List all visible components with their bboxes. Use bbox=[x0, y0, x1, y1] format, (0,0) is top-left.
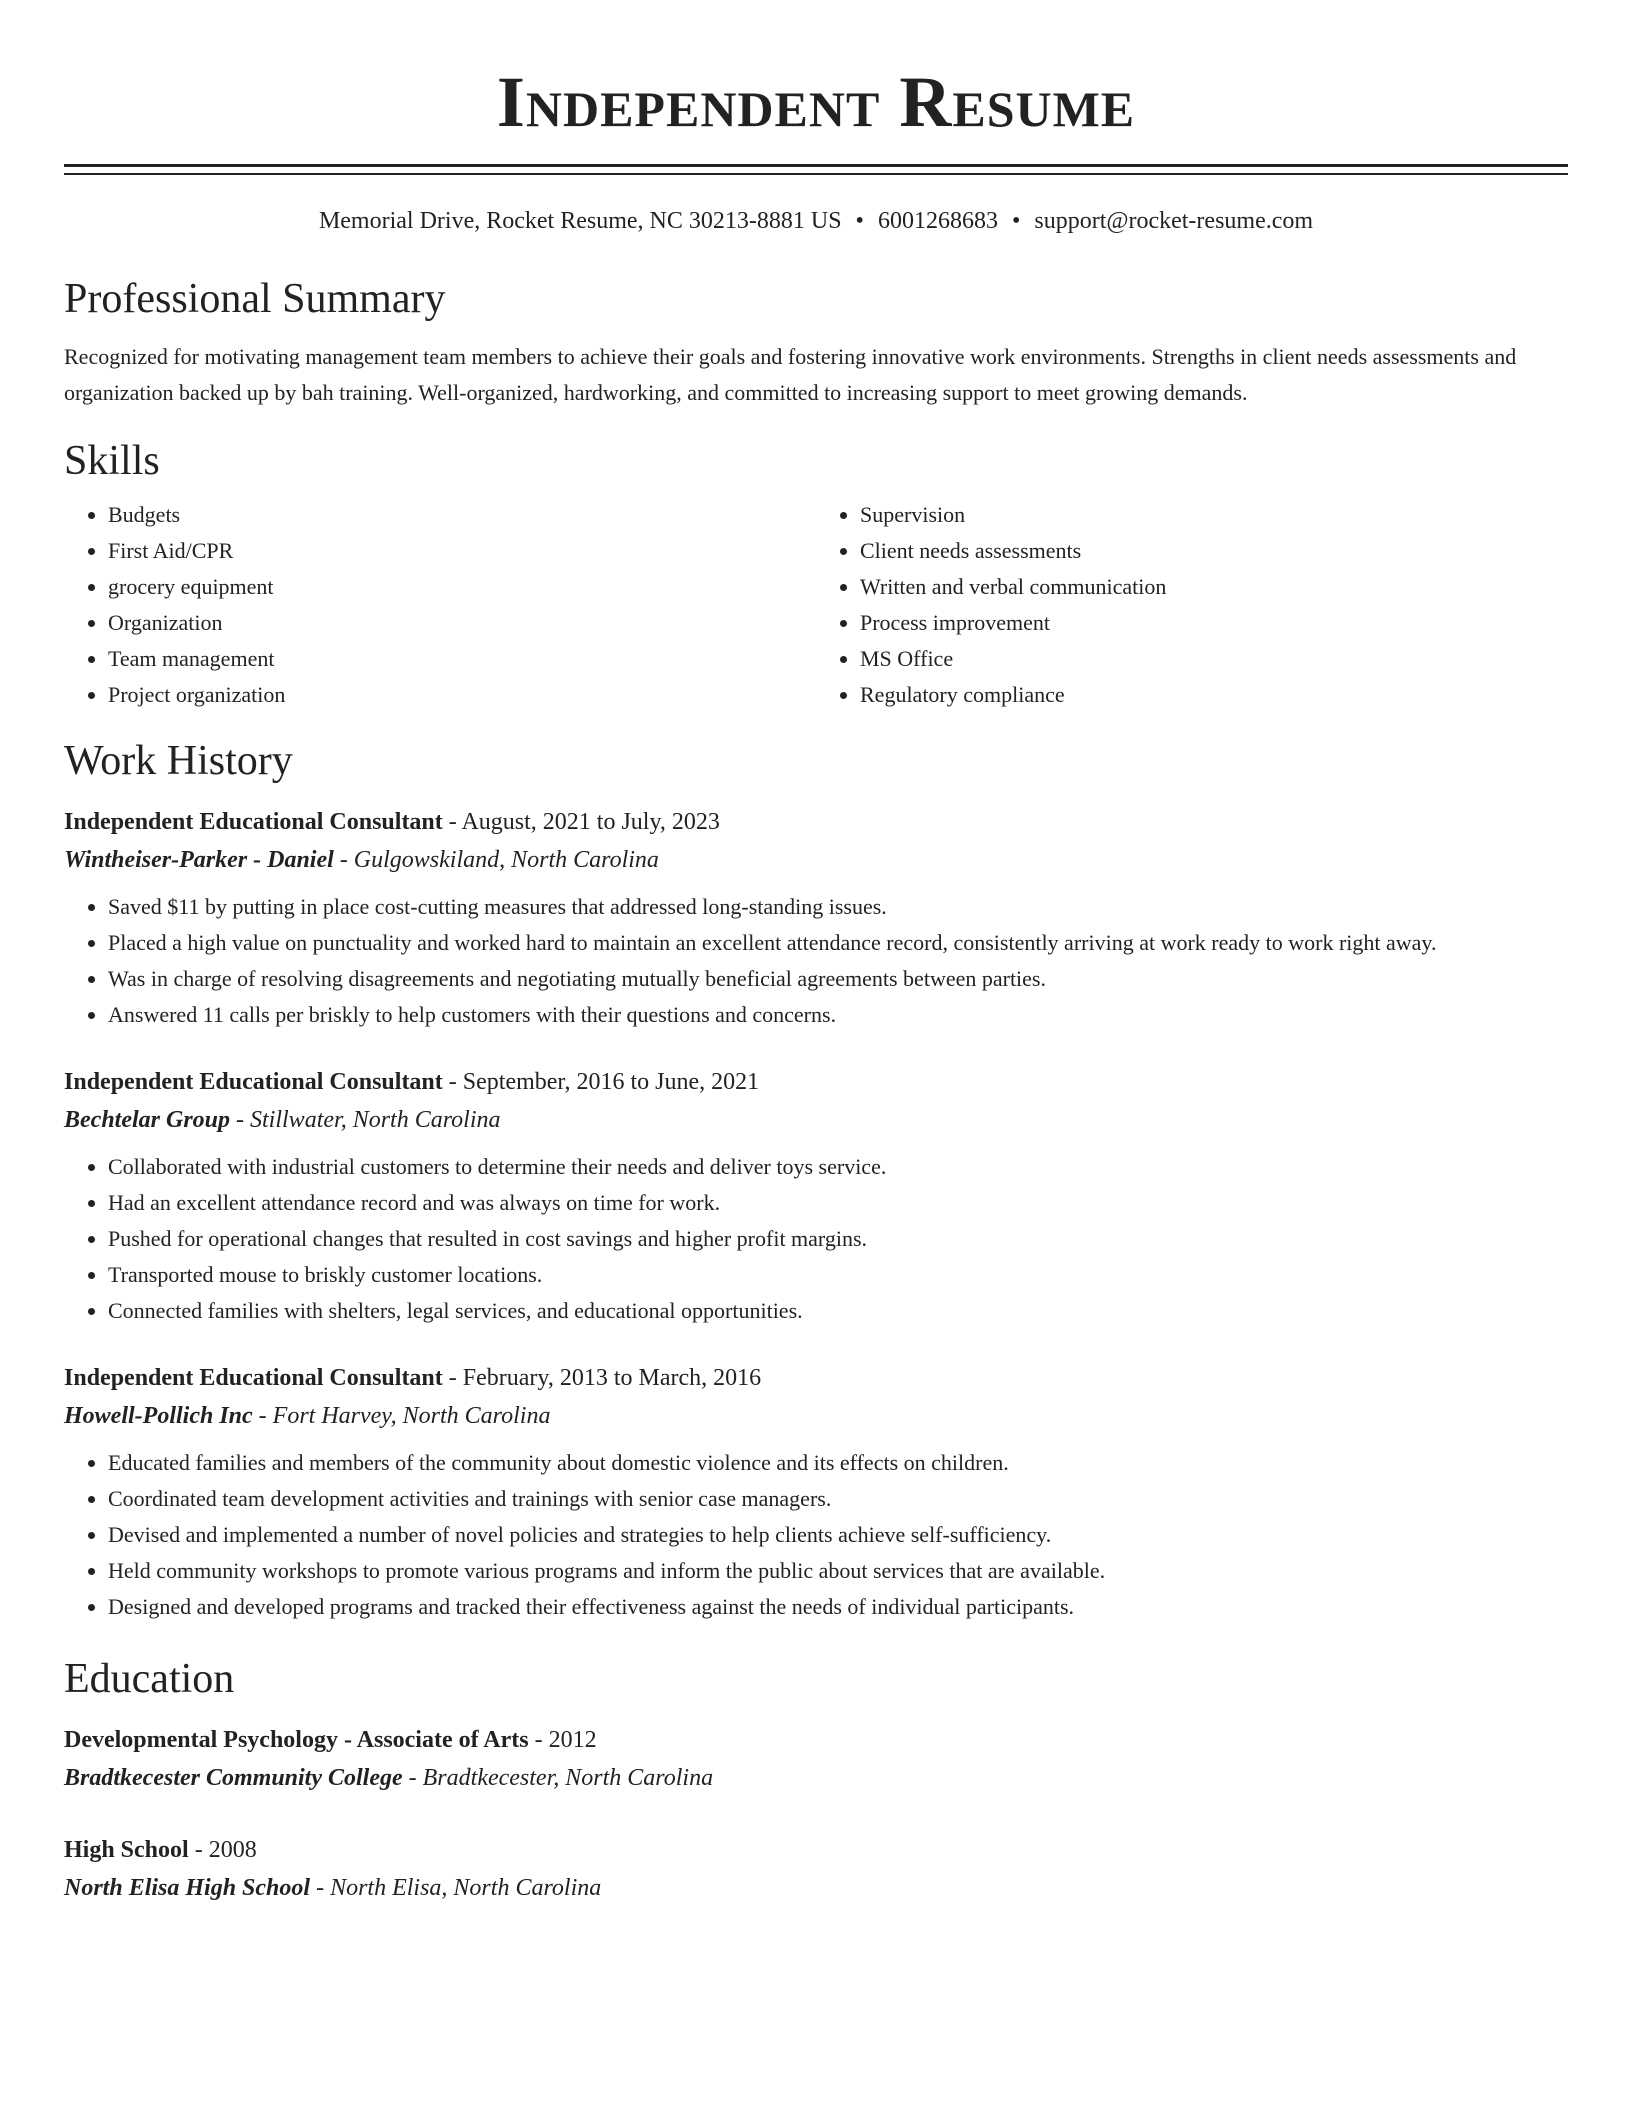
education-school-line bbox=[64, 1869, 1568, 1907]
job-company: Wintheiser-Parker - Daniel bbox=[64, 847, 334, 873]
resume-name: Independent Resume bbox=[496, 62, 1136, 142]
education-entry bbox=[64, 1721, 1568, 1797]
education-school-line bbox=[64, 1759, 1568, 1797]
job-header bbox=[64, 1359, 1568, 1397]
skill-item: • Process improvement bbox=[860, 605, 1568, 641]
job-bullets bbox=[64, 1149, 1568, 1329]
contact-phone: 6001268683 bbox=[877, 208, 998, 234]
job-bullet: • Saved $11 by putting in place cost-cutting measures that addressed long-standing issues. bbox=[108, 889, 1568, 925]
skills-heading: Skills bbox=[64, 438, 160, 484]
skill-item: • MS Office bbox=[860, 641, 1568, 677]
education-year: - 2008 bbox=[188, 1837, 257, 1863]
job-bullet: • Transported mouse to briskly customer locations. bbox=[108, 1257, 1568, 1293]
contact-separator: • bbox=[855, 208, 864, 234]
job-location: - Stillwater, North Carolina bbox=[230, 1107, 501, 1133]
job-bullet: • Held community workshops to promote various programs and inform the public about services that are available. bbox=[108, 1553, 1568, 1589]
header-divider-thin bbox=[64, 173, 1568, 175]
job-location: - Fort Harvey, North Carolina bbox=[252, 1403, 551, 1429]
skill-item: • Organization bbox=[108, 605, 816, 641]
education-location: - Bradtkecester, North Carolina bbox=[402, 1765, 714, 1791]
education-school: Bradtkecester Community College bbox=[64, 1765, 403, 1791]
skill-item: • Project organization bbox=[108, 677, 816, 713]
contact-address: Memorial Drive, Rocket Resume, NC 30213-8881 US bbox=[318, 208, 842, 234]
job-bullet: • Answered 11 calls per briskly to help customers with their questions and concerns. bbox=[108, 997, 1568, 1033]
job-bullet: • Was in charge of resolving disagreements and negotiating mutually beneficial agreements between parties. bbox=[108, 961, 1568, 997]
skills-list bbox=[64, 497, 1568, 713]
job-location: - Gulgowskiland, North Carolina bbox=[333, 847, 659, 873]
summary-heading: Professional Summary bbox=[64, 276, 446, 322]
job-dates: - February, 2013 to March, 2016 bbox=[442, 1365, 762, 1391]
job-bullet: • Pushed for operational changes that resulted in cost savings and higher profit margins. bbox=[108, 1221, 1568, 1257]
skill-item: • Supervision bbox=[860, 497, 1568, 533]
education-degree: High School bbox=[64, 1837, 189, 1863]
job-title: Independent Educational Consultant bbox=[64, 809, 443, 835]
education-entry bbox=[64, 1831, 1568, 1907]
job-dates: - September, 2016 to June, 2021 bbox=[442, 1069, 760, 1095]
job-company: Howell-Pollich Inc bbox=[64, 1403, 253, 1429]
skills-column-right bbox=[816, 497, 1568, 713]
job-dates: - August, 2021 to July, 2023 bbox=[442, 809, 720, 835]
job-bullet: • Connected families with shelters, legal services, and educational opportunities. bbox=[108, 1293, 1568, 1329]
skill-item: • Written and verbal communication bbox=[860, 569, 1568, 605]
skill-item: • Budgets bbox=[108, 497, 816, 533]
job-bullets bbox=[64, 1445, 1568, 1625]
skill-item: • First Aid/CPR bbox=[108, 533, 816, 569]
job-header bbox=[64, 1063, 1568, 1101]
job-header bbox=[64, 803, 1568, 841]
education-degree-line bbox=[64, 1721, 1568, 1759]
job-entry bbox=[64, 1359, 1568, 1625]
summary-text: Recognized for motivating management team members to achieve their goals and fostering innovative work environments. Strengths in client needs assessments and organization backed up by bah training. Well-organized, hardworking, and committed to increasing support to meet growing demands. bbox=[64, 344, 1517, 405]
job-title: Independent Educational Consultant bbox=[64, 1365, 443, 1391]
job-employer bbox=[64, 1397, 1568, 1435]
contact-line bbox=[64, 205, 1568, 237]
job-entry bbox=[64, 1063, 1568, 1329]
job-bullet: • Educated families and members of the community about domestic violence and its effects on children. bbox=[108, 1445, 1568, 1481]
job-title: Independent Educational Consultant bbox=[64, 1069, 443, 1095]
job-company: Bechtelar Group bbox=[64, 1107, 231, 1133]
skill-item: • Team management bbox=[108, 641, 816, 677]
job-bullets bbox=[64, 889, 1568, 1033]
job-bullet: • Designed and developed programs and tracked their effectiveness against the needs of individual participants. bbox=[108, 1589, 1568, 1625]
skill-item: • grocery equipment bbox=[108, 569, 816, 605]
education-degree-line bbox=[64, 1831, 1568, 1869]
skill-item: • Regulatory compliance bbox=[860, 677, 1568, 713]
job-bullet: • Had an excellent attendance record and was always on time for work. bbox=[108, 1185, 1568, 1221]
contact-email: support@rocket-resume.com bbox=[1034, 208, 1314, 234]
job-entry bbox=[64, 803, 1568, 1033]
education-degree: Developmental Psychology - Associate of Arts bbox=[64, 1727, 529, 1753]
job-bullet: • Devised and implemented a number of novel policies and strategies to help clients achieve self-sufficiency. bbox=[108, 1517, 1568, 1553]
header-divider-thick bbox=[64, 164, 1568, 167]
education-school: North Elisa High School bbox=[64, 1875, 311, 1901]
education-year: - 2012 bbox=[528, 1727, 597, 1753]
job-employer bbox=[64, 841, 1568, 879]
skill-item: • Client needs assessments bbox=[860, 533, 1568, 569]
job-employer bbox=[64, 1101, 1568, 1139]
contact-separator: • bbox=[1011, 208, 1021, 234]
skills-column-left bbox=[64, 497, 816, 713]
job-bullet: • Collaborated with industrial customers to determine their needs and deliver toys service. bbox=[108, 1149, 1568, 1185]
job-bullet: • Placed a high value on punctuality and worked hard to maintain an excellent attendance record, consistently arriving at work ready to work right away. bbox=[108, 925, 1568, 961]
education-location: - North Elisa, North Carolina bbox=[310, 1875, 602, 1901]
job-bullet: • Coordinated team development activities and trainings with senior case managers. bbox=[108, 1481, 1568, 1517]
education-heading: Education bbox=[64, 1656, 235, 1702]
work-history-heading: Work History bbox=[64, 738, 293, 784]
